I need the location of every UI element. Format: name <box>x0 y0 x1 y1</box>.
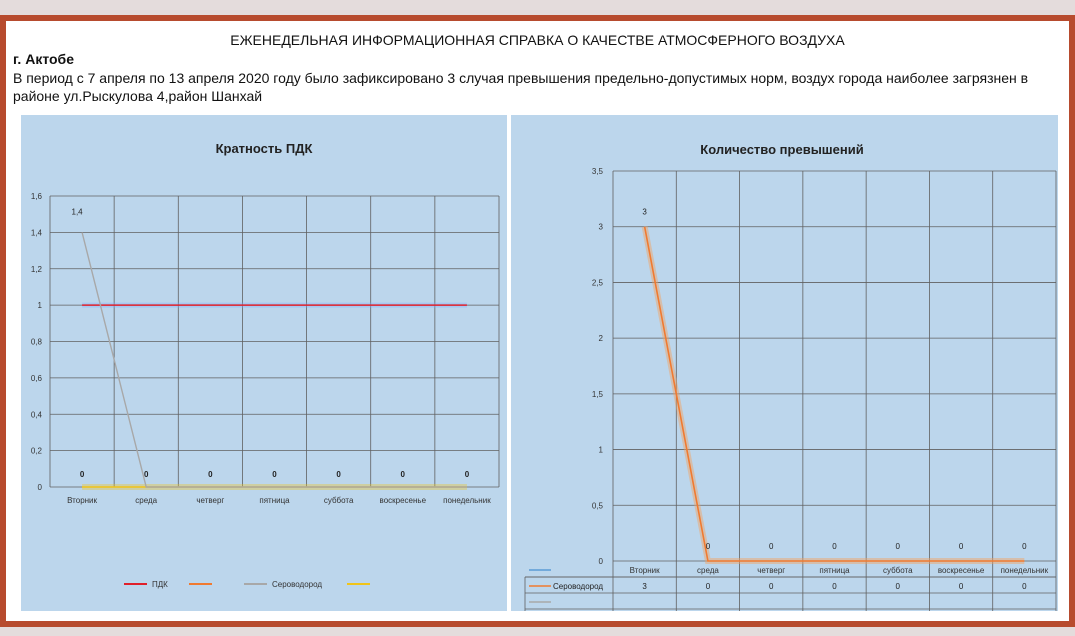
data-label: 0 <box>400 470 406 479</box>
x-tick-label: среда <box>135 496 158 505</box>
x-tick-label: четверг <box>196 496 225 505</box>
data-label: 0 <box>768 542 774 551</box>
y-tick-label: 0,4 <box>30 410 42 420</box>
x-tick-label: среда <box>697 566 719 575</box>
data-label: 0 <box>79 470 85 479</box>
exceedances-count-chart <box>511 115 1058 611</box>
y-tick-label: 1,5 <box>591 389 603 399</box>
y-tick-label: 2,5 <box>591 278 603 288</box>
x-tick-label: понедельник <box>443 496 491 505</box>
y-tick-label: 3,5 <box>591 167 603 176</box>
table-cell: 0 <box>895 582 901 591</box>
exceedances-chart-svg <box>511 115 1058 611</box>
y-tick-label: 1,4 <box>30 228 42 238</box>
page-frame <box>0 15 1075 627</box>
page-title: ЕЖЕНЕДЕЛЬНАЯ ИНФОРМАЦИОННАЯ СПРАВКА О КАЧЕСТВЕ АТМОСФЕРНОГО ВОЗДУХА <box>230 32 845 48</box>
y-tick-label: 1,2 <box>30 264 42 274</box>
document-page <box>6 21 1069 621</box>
y-tick-label: 1 <box>598 445 603 455</box>
series-line-hydrogen-sulfide <box>79 232 467 487</box>
x-tick-label: воскресенье <box>937 566 985 575</box>
y-tick-label: 1,6 <box>30 192 42 201</box>
chart-title: Количество превышений <box>700 142 864 157</box>
data-label: 3 <box>642 207 647 217</box>
x-tick-label: пятница <box>259 496 290 505</box>
data-label: 0 <box>272 470 277 479</box>
x-tick-label: Вторник <box>629 566 660 575</box>
table-cell: 0 <box>768 582 774 591</box>
description-text: В период с 7 апреля по 13 апреля 2020 году было зафиксировано 3 случая превышения предельно-допустимых норм, воздух города наиболее загрязнен в районе ул.Рыскулова 4,район Шанхай <box>13 70 1029 104</box>
city-heading: г. Актобе <box>13 51 74 67</box>
data-label: 0 <box>336 470 341 479</box>
data-label: 1,4 <box>71 207 83 217</box>
y-tick-label: 0,8 <box>30 337 42 347</box>
legend-label: ПДК <box>152 580 168 589</box>
table-cell: 0 <box>1022 582 1027 591</box>
y-tick-label: 0 <box>37 483 42 492</box>
data-label: 0 <box>1022 542 1027 551</box>
table-cell: 3 <box>642 582 647 591</box>
y-tick-label: 0,6 <box>30 373 42 383</box>
x-tick-label: четверг <box>757 566 786 575</box>
x-tick-label: понедельник <box>1000 566 1049 575</box>
legend-label: Сероводород <box>553 582 604 591</box>
y-tick-label: 2 <box>598 334 603 344</box>
y-tick-label: 1 <box>37 301 42 311</box>
table-cell: 0 <box>705 582 711 591</box>
x-tick-label: Вторник <box>67 496 98 505</box>
data-label: 0 <box>895 542 901 551</box>
pdk-chart-svg <box>21 115 507 611</box>
x-tick-label: пятница <box>819 566 850 575</box>
y-tick-label: 0,5 <box>591 501 603 511</box>
legend-label: Сероводород <box>272 580 323 589</box>
data-label: 0 <box>143 470 149 479</box>
x-tick-label: воскресенье <box>379 496 427 505</box>
table-cell: 0 <box>958 582 964 591</box>
y-tick-label: 0,2 <box>30 446 42 456</box>
y-tick-label: 0 <box>598 557 603 566</box>
data-label: 0 <box>958 542 964 551</box>
chart-title: Кратность ПДК <box>215 141 313 156</box>
x-tick-label: суббота <box>323 496 354 505</box>
data-label: 0 <box>705 542 711 551</box>
data-label: 0 <box>208 470 213 479</box>
data-label: 0 <box>832 542 837 551</box>
y-tick-label: 3 <box>598 222 603 232</box>
x-tick-label: суббота <box>883 566 913 575</box>
pdk-multiplicity-chart <box>21 115 507 611</box>
table-cell: 0 <box>832 582 837 591</box>
data-label: 0 <box>464 470 470 479</box>
